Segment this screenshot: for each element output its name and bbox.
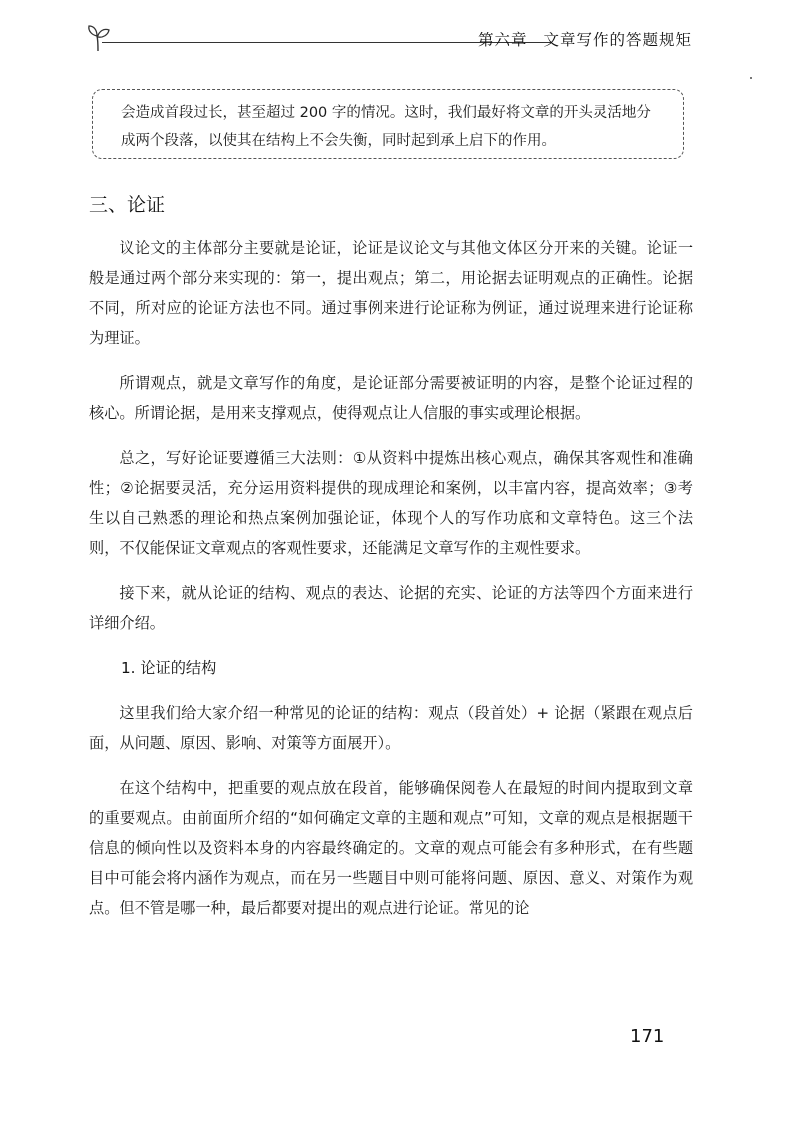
header-text: [478, 28, 692, 50]
running-header: [86, 22, 696, 52]
subsection-title: 1. 论证的结构: [121, 659, 217, 677]
callout-box: [92, 89, 684, 159]
body-text: [89, 233, 693, 938]
callout-line: 会造成首段过长，甚至超过 200 字的情况。这时，我们最好将文章的开头灵活地分: [121, 105, 651, 121]
scan-speck: [750, 77, 752, 79]
section-title: 三、论证: [89, 194, 166, 216]
paragraph: 总之，写好论证要遵循三大法则：①从资料中提炼出核心观点，确保其客观性和准确性；②论据要灵活，充分运用资料提供的现成理论和案例，以丰富内容，提高效率；③考生以自己熟悉的理论和热点案例加强论证，体现个人的写作功底和文章特色。这三个法则，不仅能保证文章观点的客观性要求，还能满足文章写作的主观性要求。: [89, 449, 693, 557]
paragraph: 接下来，就从论证的结构、观点的表达、论据的充实、论证的方法等四个方面来进行详细介绍。: [89, 584, 693, 632]
paragraph: 议论文的主体部分主要就是论证，论证是议论文与其他文体区分开来的关键。论证一般是通过两个部分来实现的：第一，提出观点；第二，用论据去证明观点的正确性。论据不同，所对应的论证方法也不同。通过事例来进行论证称为例证，通过说理来进行论证称为理证。: [89, 239, 693, 347]
paragraph: 所谓观点，就是文章写作的角度，是论证部分需要被证明的内容，是整个论证过程的核心。所谓论据，是用来支撑观点，使得观点让人信服的事实或理论根据。: [89, 374, 693, 422]
chapter-label: 第六章: [477, 31, 528, 49]
sprout-icon: [86, 22, 112, 52]
paragraph: 这里我们给大家介绍一种常见的论证的结构：观点（段首处）+ 论据（紧跟在观点后面，从问题、原因、影响、对策等方面展开）。: [89, 704, 693, 752]
chapter-title: 文章写作的答题规矩: [543, 31, 692, 49]
callout-line: 成两个段落，以使其在结构上不会失衡，同时起到承上启下的作用。: [121, 133, 556, 149]
page-number: 171: [630, 1026, 665, 1047]
paragraph: 在这个结构中，把重要的观点放在段首，能够确保阅卷人在最短的时间内提取到文章的重要观点。由前面所介绍的“如何确定文章的主题和观点”可知，文章的观点是根据题干信息的倾向性以及资料本身的内容最终确定的。文章的观点可能会有多种形式，在有些题目中可能会将内涵作为观点，而在另一些题目中则可能将问题、原因、意义、对策作为观点。但不管是哪一种，最后都要对提出的观点进行论证。常见的论: [89, 779, 693, 917]
